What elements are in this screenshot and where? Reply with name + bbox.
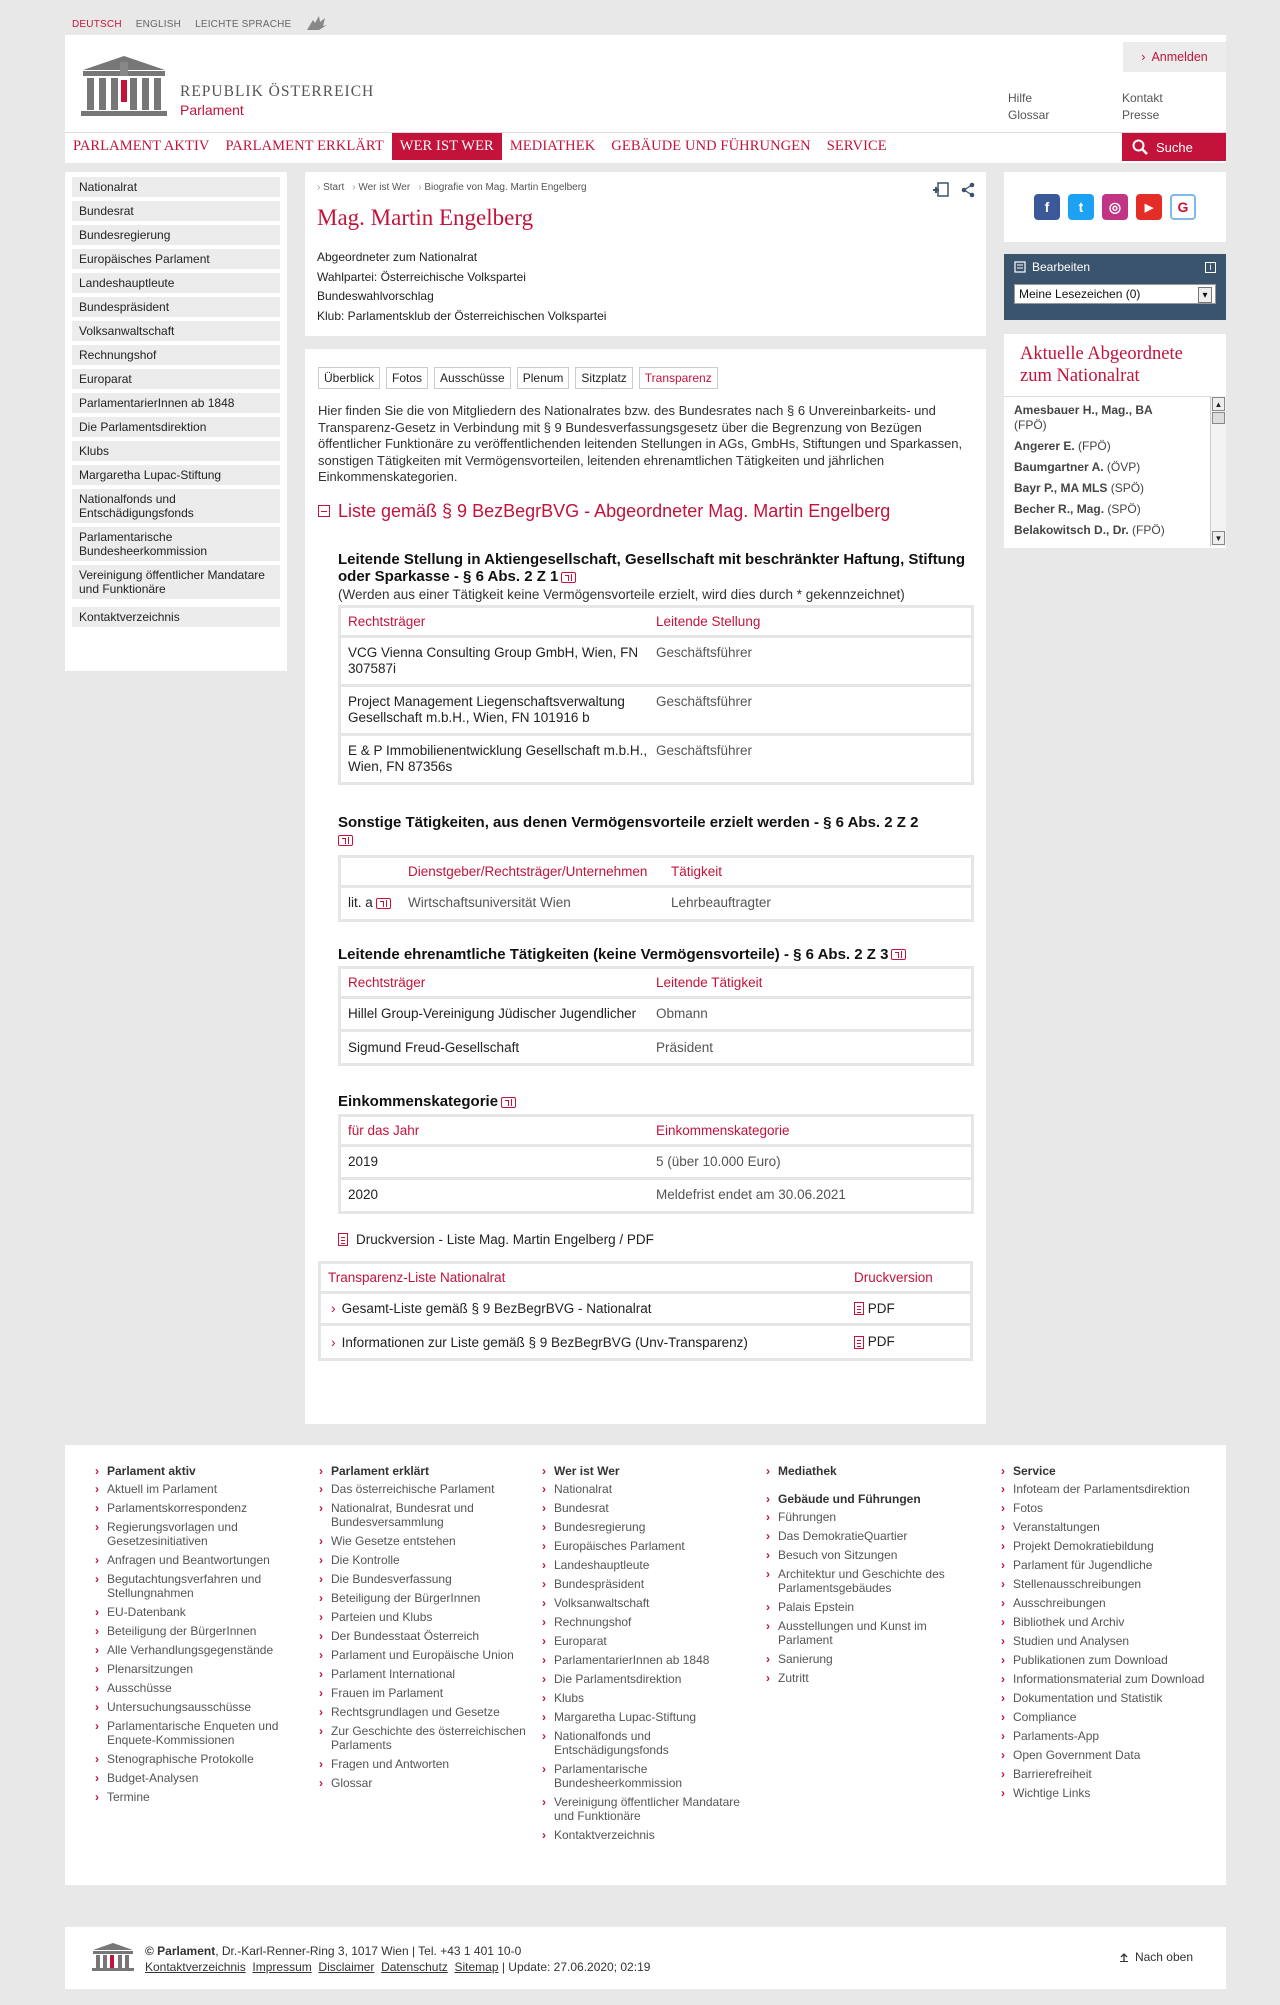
footer-link[interactable]: › Beteiligung der BürgerInnen [107,1624,307,1638]
breadcrumb-start[interactable]: › Start [317,182,344,193]
lang-easy-link[interactable]: LEICHTE SPRACHE [195,19,292,30]
pdf-link[interactable] [854,1334,970,1349]
footer-link[interactable]: › Kontaktverzeichnis [554,1828,754,1842]
tab-sitzplatz[interactable]: Sitzplatz [575,367,632,389]
biography-header [305,172,986,336]
section-4-table [338,1114,974,1214]
footer-link[interactable]: › Landeshauptleute [554,1558,754,1572]
row-activity: Lehrbeauftragter [671,895,771,910]
list-item[interactable] [1004,523,1194,538]
sidebar-item-bundespraesident[interactable]: Bundespräsident [72,297,280,317]
section-2-table [338,855,974,922]
footer-link[interactable]: › Das österreichische Parlament [331,1482,531,1496]
login-label: Anmelden [1151,50,1208,64]
deputy-name: Becher R., Mag. [1014,502,1105,516]
footer-link[interactable]: › Architektur und Geschichte des Parlamentsgebäudes [778,1567,978,1595]
section-4-heading [338,1093,974,1111]
footer-link[interactable]: › Parteien und Klubs [331,1610,531,1624]
nav-parlament-aktiv[interactable]: PARLAMENT AKTIV [73,138,210,154]
footer-link[interactable]: › Plenarsitzungen [107,1662,307,1676]
footer-col-parlament-erklaert [331,1464,531,1795]
footer-link[interactable]: › Das DemokratieQuartier [778,1529,978,1543]
info-icon[interactable] [891,949,906,960]
footer-link[interactable]: › Parlamentarische Bundesheerkommission [554,1762,754,1790]
nav-service[interactable]: SERVICE [826,138,887,154]
pdf-icon [854,1302,864,1315]
footer-sitemap [65,1445,1226,1885]
footer-link[interactable]: › Veranstaltungen [1013,1520,1213,1534]
table-row [341,638,971,687]
logo-text[interactable] [180,83,374,118]
section-3-heading [338,946,974,964]
footer-link[interactable]: › Nationalfonds und Entschädigungsfonds [554,1729,754,1757]
footer-link[interactable]: › Bundesregierung [554,1520,754,1534]
footer-link[interactable]: › Wichtige Links [1013,1786,1213,1800]
deputy-name: Baumgartner A. [1014,460,1104,474]
footer-link[interactable]: › Stellenausschreibungen [1013,1577,1213,1591]
row-entity: E & P Immobilienentwicklung Gesellschaft m.b.H., Wien, FN 87356s [348,742,648,774]
table-header [321,1264,970,1294]
info-icon[interactable] [501,1097,516,1108]
footer-link[interactable]: › Informationsmaterial zum Download [1013,1672,1213,1686]
sidebar-item-europarat[interactable]: Europarat [72,369,280,389]
footer-link[interactable]: › Klubs [554,1691,754,1705]
lang-german-link[interactable]: DEUTSCH [72,19,122,30]
scroll-up-icon[interactable]: ▲ [1212,397,1225,411]
footer-link[interactable]: › Begutachtungsverfahren und Stellungnahmen [107,1572,307,1600]
row-employer: Wirtschaftsuniversität Wien [408,895,571,910]
section-3-table [338,966,974,1066]
footer-link[interactable]: › Parlament International [331,1667,531,1681]
help-link[interactable]: Hilfe [1008,91,1033,105]
footer-link[interactable]: › Beteiligung der BürgerInnen [331,1591,531,1605]
footer-link[interactable]: › Aktuell im Parlament [107,1482,307,1496]
footer-link-impressum[interactable]: Impressum [252,1960,312,1974]
col-druckversion: Druckversion [854,1269,933,1285]
search-button[interactable] [1122,133,1226,161]
list-item[interactable] [1004,439,1194,454]
facebook-icon[interactable]: f [1034,194,1060,220]
edit-title: Bearbeiten [1032,260,1091,274]
col-jahr: für das Jahr [348,1122,420,1138]
row-entity: Project Management Liegenschaftsverwaltung Gesellschaft m.b.H., Wien, FN 101916 b [348,693,625,725]
profile-tabs [318,367,973,389]
tab-transparenz[interactable]: Transparenz [639,367,718,389]
bottom-bar [65,1927,1226,1989]
press-link[interactable]: Presse [1122,108,1160,122]
col-rechtstraeger: Rechtsträger [348,613,426,629]
section-1-heading [338,551,974,586]
parliament-small-logo-icon[interactable] [91,1942,135,1972]
bookmarks-select[interactable]: Meine Lesezeichen (0) ▾ [1014,284,1216,304]
table-header [341,969,971,999]
col-rechtstraeger: Rechtsträger [348,975,426,990]
language-bar [72,14,329,35]
bio-list: Bundeswahlvorschlag [317,289,434,303]
table-row [341,687,971,736]
pdf-label: PDF [867,1334,895,1349]
parliament-logo-icon[interactable] [79,54,169,118]
social-links [1004,172,1226,242]
row-position: Geschäftsführer [656,742,753,758]
deputy-party: (SPÖ) [1110,481,1145,495]
table-row [341,736,971,782]
deputies-list [1004,396,1226,546]
row-lit-label: lit. a [348,895,373,910]
login-chevron-icon: › [1141,50,1146,64]
row-year: 2019 [348,1153,379,1169]
footer-link[interactable]: › Anfragen und Beantwortungen [107,1553,307,1567]
footer-link[interactable]: › Die Kontrolle [331,1553,531,1567]
footer-link[interactable]: › Ausstellungen und Kunst im Parlament [778,1619,978,1647]
footer-link[interactable]: › Zur Geschichte des österreichischen Parlaments [331,1724,531,1752]
nav-mediathek[interactable]: MEDIATHEK [509,138,596,154]
footer-link[interactable]: › Parlamentarische Enqueten und Enquete-Kommissionen [107,1719,307,1747]
site-header [65,35,1226,163]
deputy-name: Bayr P., MA MLS [1014,481,1108,495]
footer-link[interactable]: › Palais Epstein [778,1600,978,1614]
table-row [321,1294,970,1326]
tab-fotos[interactable]: Fotos [386,367,428,389]
bio-details [317,248,974,326]
deputy-name: Amesbauer H., Mag., BA [1014,403,1153,417]
deputy-party: (SPÖ) [1107,502,1141,516]
footer-heading[interactable]: › Parlament erklärt [331,1464,531,1478]
footer-link[interactable]: › Budget-Analysen [107,1771,307,1785]
transparency-list-table [318,1261,973,1361]
deputies-title: Aktuelle Abgeordnete zum Nationalrat [1020,344,1183,386]
footer-link[interactable]: › Dokumentation und Statistik [1013,1691,1213,1705]
footer-heading[interactable]: › Service [1013,1464,1213,1478]
list-toggle[interactable] [318,501,973,522]
current-deputies-panel [1004,334,1226,548]
arrow-up-icon [1119,1952,1129,1962]
search-icon [1132,139,1148,155]
footer-link[interactable]: › Parlamentskorrespondenz [107,1501,307,1515]
collapse-icon[interactable] [318,505,330,517]
info-icon[interactable] [561,572,576,583]
row-entity: VCG Vienna Consulting Group GmbH, Wien, FN 307587i [348,644,639,676]
footer-link[interactable]: › Rechnungshof [554,1615,754,1629]
print-version-link[interactable] [338,1232,973,1247]
footer-link[interactable]: › Bundesrat [554,1501,754,1515]
bio-role: Abgeordneter zum Nationalrat [317,250,478,264]
col-transparenz-liste: Transparenz-Liste Nationalrat [328,1269,506,1285]
sidebar-item-parlamentarier[interactable]: ParlamentarierInnen ab 1848 [72,393,280,413]
share-icon[interactable] [960,182,976,198]
deputies-scrollbar[interactable] [1210,396,1226,546]
col-dienstgeber: Dienstgeber/Rechtsträger/Unternehmen [408,863,648,879]
edit-header [1014,260,1216,274]
table-row [341,1032,971,1063]
sidebar-item-lupac[interactable]: Margaretha Lupac-Stiftung [72,465,280,485]
section-1-title: Leitende Stellung in Aktiengesellschaft, Gesellschaft mit beschränkter Haftung, Stiftung oder Sparkasse - § 6 Abs. 2 Z 1 [338,550,966,585]
search-label: Suche [1156,139,1193,155]
sidebar-item-nationalrat[interactable]: Nationalrat [72,177,280,197]
table-row [341,999,971,1032]
deputy-party: (FPÖ) [1014,418,1047,432]
logo-line-1: REPUBLIK ÖSTERREICH [180,83,375,100]
section-3-title: Leitende ehrenamtliche Tätigkeiten (keine Vermögensvorteile) - § 6 Abs. 2 Z 3 [338,945,889,963]
footer-link-kontaktverzeichnis[interactable]: Kontaktverzeichnis [145,1960,246,1974]
section-4-title: Einkommenskategorie [338,1093,499,1110]
list-item[interactable] [1004,481,1194,496]
table-header [341,1117,971,1147]
pdf-icon [338,1233,348,1246]
lang-english-link[interactable]: ENGLISH [135,19,182,30]
footer-link[interactable]: › Stenographische Protokolle [107,1752,307,1766]
footer-link-datenschutz[interactable]: Datenschutz [381,1960,448,1974]
utility-links [1008,91,1222,122]
footer-link[interactable]: › Europarat [554,1634,754,1648]
footer-link[interactable]: › Termine [107,1790,307,1804]
intro-text: Hier finden Sie die von Mitgliedern des Nationalrates bzw. des Bundesrates nach § 6 Unvereinbarkeits- und Transparenz-Gesetz in Verbindung mit § 9 Bundesverfassungsgesetz über die Begrenzung von Bezügen öffentlicher Funktionäre zu veröffentlichenden leitenden Stellungen in AGs, GmbHs, Stiftungen und Sparkassen, sonstigen Tätigkeiten mit Vermögensvorteilen, leitenden ehrenamtlichen Tätigkeiten und jährlichen Einkommenskategorien. [318,403,963,484]
footer-col-parlament-aktiv [107,1464,307,1809]
footer-link[interactable]: › Zutritt [778,1671,978,1685]
nav-parlament-erklaert[interactable]: PARLAMENT ERKLÄRT [225,138,384,154]
breadcrumb-current: › Biografie von Mag. Martin Engelberg [418,182,586,193]
footer-link-disclaimer[interactable]: Disclaimer [318,1960,375,1974]
edit-icon [1014,261,1026,273]
page-title: Mag. Martin Engelberg [317,205,534,230]
footer-link[interactable]: › Wie Gesetze entstehen [331,1534,531,1548]
footer-link[interactable]: › Parlament und Europäische Union [331,1648,531,1662]
sidebar-item-nationalfonds[interactable]: Nationalfonds und Entschädigungsfonds [72,489,280,523]
footer-link[interactable]: › Untersuchungsausschüsse [107,1700,307,1714]
col-leitende-stellung: Leitende Stellung [656,613,761,629]
instagram-icon[interactable]: ◎ [1102,194,1128,220]
left-sidebar [65,172,287,671]
row-year: 2020 [348,1187,379,1202]
back-to-top-link[interactable] [1119,1950,1193,1964]
section-einkommenskategorie [338,1093,974,1214]
footer-heading[interactable]: › Wer ist Wer [554,1464,754,1478]
youtube-icon[interactable]: ▶ [1136,194,1162,220]
row-position: Präsident [656,1039,714,1055]
footer-link[interactable]: › Publikationen zum Download [1013,1653,1213,1667]
row-lit [341,895,408,911]
breadcrumb-wer-ist-wer[interactable]: › Wer ist Wer [352,182,410,193]
footer-link[interactable]: › Glossar [331,1776,531,1790]
row-entity: Hillel Group-Vereinigung Jüdischer Jugendlicher [348,1006,637,1021]
footer-link[interactable]: › Bibliothek und Archiv [1013,1615,1213,1629]
footer-link[interactable]: › Alle Verhandlungsgegenstände [107,1643,307,1657]
footer-link[interactable]: › Sanierung [778,1652,978,1666]
print-version-label: Druckversion - Liste Mag. Martin Engelberg / PDF [356,1231,654,1247]
info-icon[interactable] [338,835,353,846]
gesamt-liste-link[interactable]: › Gesamt-Liste gemäß § 9 BezBegrBVG - Nationalrat [321,1300,854,1316]
sidebar-item-bundesregierung[interactable]: Bundesregierung [72,225,280,245]
bio-club: Klub: Parlamentsklub der Österreichischen Volkspartei [317,308,607,323]
footer-link[interactable]: › Regierungsvorlagen und Gesetzesinitiativen [107,1520,307,1548]
footer-heading[interactable]: › Parlament aktiv [107,1464,307,1478]
footer-link[interactable]: › Nationalrat [554,1482,754,1496]
footer-link[interactable]: › Vereinigung öffentlicher Mandatare und Funktionäre [554,1795,754,1823]
tab-ausschuesse[interactable]: Ausschüsse [434,367,511,389]
scroll-thumb[interactable] [1212,412,1225,424]
sidebar-item-eu-parlament[interactable]: Europäisches Parlament [72,249,280,269]
table-row [341,888,971,919]
tab-plenum[interactable]: Plenum [517,367,570,389]
footer-col-service [1013,1464,1213,1805]
sidebar-item-kontaktverzeichnis[interactable]: Kontaktverzeichnis [72,607,280,627]
transparency-content [305,349,986,1424]
col-einkommenskategorie: Einkommenskategorie [656,1122,790,1138]
footer-link[interactable]: › Parlaments-App [1013,1729,1213,1743]
table-row [321,1326,970,1358]
section-1-note: (Werden aus einer Tätigkeit keine Vermögensvorteile erzielt, wird dies durch * gekennzeichnet) [338,586,905,602]
section-ehrenamtliche-taetigkeiten [338,946,974,1067]
copyright: © Parlament [145,1944,216,1958]
bio-party: Wahlpartei: Österreichische Volkspartei [317,269,526,284]
footer-link[interactable]: › Compliance [1013,1710,1213,1724]
footer-info [145,1943,650,1975]
sidebar-item-landeshauptleute[interactable]: Landeshauptleute [72,273,280,293]
section-1-table [338,605,974,785]
footer-link[interactable]: › Frauen im Parlament [331,1686,531,1700]
section-2-heading [338,814,974,849]
back-to-top-label: Nach oben [1134,1950,1193,1964]
bookmark-add-icon[interactable] [932,182,950,198]
table-header [341,608,971,638]
deputy-party: (FPÖ) [1132,523,1165,537]
pdf-icon [854,1336,864,1349]
footer-link[interactable]: › Europäisches Parlament [554,1539,754,1553]
deputy-name: Belakowitsch D., Dr. [1014,523,1129,537]
section-leitende-stellung [338,551,974,785]
footer-link[interactable]: › Open Government Data [1013,1748,1213,1762]
info-liste-link[interactable]: › Informationen zur Liste gemäß § 9 BezBegrBVG (Unv-Transparenz) [321,1334,854,1350]
footer-heading[interactable]: › Gebäude und Führungen [778,1492,978,1506]
footer-link[interactable]: › EU-Datenbank [107,1605,307,1619]
footer-link[interactable]: › Ausschüsse [107,1681,307,1695]
breadcrumb [317,182,974,193]
sidebar-item-klubs[interactable]: Klubs [72,441,280,461]
footer-link[interactable]: › Die Bundesverfassung [331,1572,531,1586]
row-position: Geschäftsführer [656,693,753,709]
footer-link[interactable]: › Der Bundesstaat Österreich [331,1629,531,1643]
pdf-link[interactable] [854,1301,970,1316]
footer-link[interactable]: › Margaretha Lupac-Stiftung [554,1710,754,1724]
list-title: Liste gemäß § 9 BezBegrBVG - Abgeordneter Mag. Martin Engelberg [338,500,891,521]
glossary-link[interactable]: Glossar [1008,108,1050,122]
footer-link[interactable]: › Rechtsgrundlagen und Gesetze [331,1705,531,1719]
table-header [341,858,971,888]
tab-ueberblick[interactable]: Überblick [318,367,380,389]
info-icon[interactable]: i [1205,262,1216,273]
row-position: Obmann [656,1006,708,1021]
page-tools [932,182,976,198]
row-category: 5 (über 10.000 Euro) [656,1153,781,1169]
footer-link[interactable]: › Barrierefreiheit [1013,1767,1213,1781]
footer-link[interactable]: › Fragen und Antworten [331,1757,531,1771]
footer-link[interactable]: › Ausschreibungen [1013,1596,1213,1610]
contact-link[interactable]: Kontakt [1122,91,1163,105]
edit-panel [1004,254,1226,320]
update-date: | Update: 27.06.2020; 02:19 [501,1960,651,1974]
list-item[interactable] [1004,460,1194,475]
logo-line-2: Parlament [180,102,244,118]
pdf-label: PDF [867,1300,895,1316]
footer-col-wer-ist-wer [554,1464,754,1847]
scroll-down-icon[interactable]: ▼ [1212,531,1225,545]
footer-link[interactable]: › Die Parlamentsdirektion [554,1672,754,1686]
footer-link[interactable]: › Bundespräsident [554,1577,754,1591]
sidebar-item-parlamentsdirektion[interactable]: Die Parlamentsdirektion [72,417,280,437]
footer-link[interactable]: › Fotos [1013,1501,1213,1515]
footer-link-sitemap[interactable]: Sitemap [454,1960,499,1974]
nav-gebaeude[interactable]: GEBÄUDE UND FÜHRUNGEN [611,138,811,154]
list-item[interactable] [1004,502,1194,517]
footer-link[interactable]: › Studien und Analysen [1013,1634,1213,1648]
table-row [341,1180,971,1211]
footer-heading[interactable]: › Mediathek [778,1464,978,1478]
list-item[interactable] [1004,403,1194,433]
sidebar-item-volksanwaltschaft[interactable]: Volksanwaltschaft [72,321,280,341]
sidebar-item-bundesheerkommission[interactable]: Parlamentarische Bundesheerkommission [72,527,280,561]
deputy-party: (ÖVP) [1106,460,1141,474]
footer-link[interactable]: › Infoteam der Parlamentsdirektion [1013,1482,1213,1496]
sidebar-item-vereinigung[interactable]: Vereinigung öffentlicher Mandatare und Funktionäre [72,565,280,599]
col-taetigkeit: Tätigkeit [671,863,723,879]
nav-wer-ist-wer[interactable]: WER IST WER [392,133,502,160]
deputy-name: Angerer E. [1014,439,1075,453]
sidebar-item-bundesrat[interactable]: Bundesrat [72,201,280,221]
footer-col-mediathek [778,1464,978,1690]
row-category: Meldefrist endet am 30.06.2021 [656,1187,846,1202]
login-button[interactable] [1123,42,1226,72]
footer-link[interactable]: › Parlament für Jugendliche [1013,1558,1213,1572]
sidebar-item-rechnungshof[interactable]: Rechnungshof [72,345,280,365]
footer-link[interactable]: › Besuch von Sitzungen [778,1548,978,1562]
sign-language-icon[interactable] [305,14,329,35]
section-sonstige-taetigkeiten [338,814,974,922]
address: , Dr.-Karl-Renner-Ring 3, 1017 Wien | Tel. +43 1 401 10-0 [215,1944,522,1958]
deputy-party: (FPÖ) [1078,439,1111,453]
footer-link[interactable]: › Führungen [778,1510,978,1524]
col-leitende-taetigkeit: Leitende Tätigkeit [656,975,763,990]
row-position: Geschäftsführer [656,644,753,660]
section-2-title: Sonstige Tätigkeiten, aus denen Vermögensvorteile erzielt werden - § 6 Abs. 2 Z 2 [338,813,919,831]
row-entity: Sigmund Freud-Gesellschaft [348,1039,520,1055]
table-row [341,1147,971,1180]
twitter-icon[interactable]: t [1068,194,1094,220]
footer-link[interactable]: › Nationalrat, Bundesrat und Bundesversammlung [331,1501,531,1529]
footer-link[interactable]: › Projekt Demokratiebildung [1013,1539,1213,1553]
main-navigation [65,132,1226,160]
footer-link[interactable]: › ParlamentarierInnen ab 1848 [554,1653,754,1667]
info-icon[interactable] [376,898,391,909]
footer-link[interactable]: › Volksanwaltschaft [554,1596,754,1610]
app-icon[interactable]: G [1170,194,1196,220]
